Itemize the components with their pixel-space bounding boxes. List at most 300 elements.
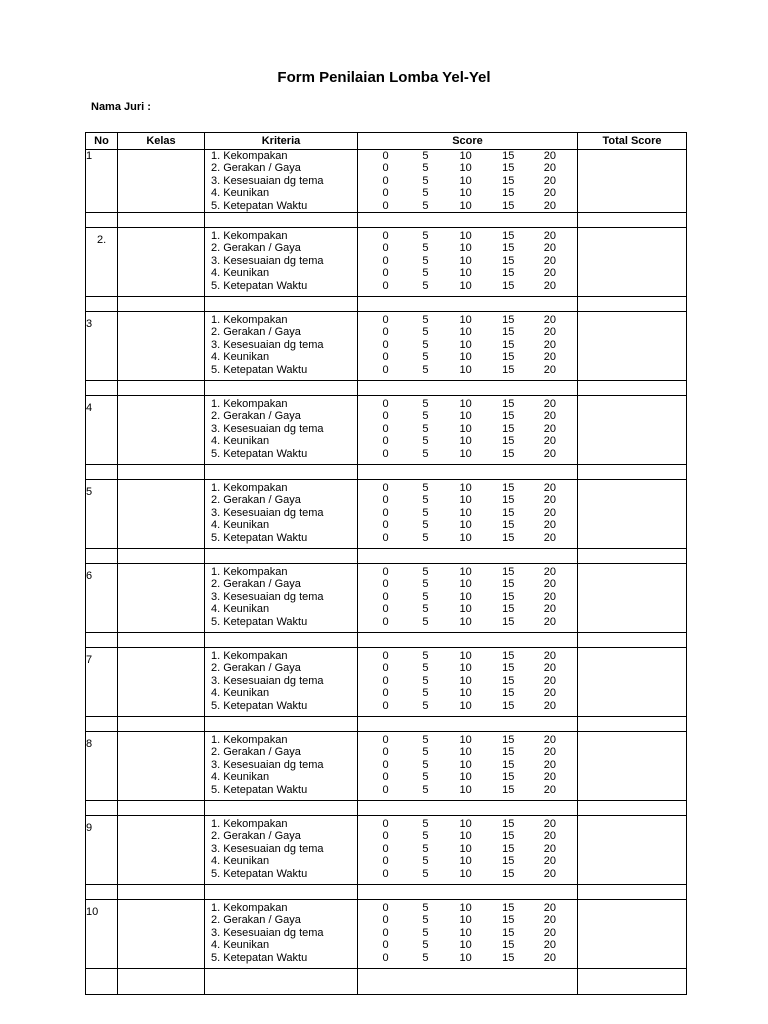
score-option[interactable]: 20	[543, 199, 556, 212]
score-option[interactable]: 15	[502, 199, 515, 212]
table-body	[86, 150, 687, 995]
score-option[interactable]: 10	[459, 926, 472, 939]
score-option[interactable]: 20	[543, 758, 556, 771]
spacer-cell	[578, 717, 687, 732]
score-option[interactable]: 10	[459, 279, 472, 292]
score-option[interactable]: 0	[382, 855, 389, 868]
score-option[interactable]: 20	[543, 242, 556, 255]
total-score-cell[interactable]	[578, 228, 687, 297]
score-option[interactable]: 10	[459, 758, 472, 771]
score-option[interactable]: 10	[459, 914, 472, 927]
score-option[interactable]: 5	[422, 867, 429, 880]
kelas-cell[interactable]	[118, 480, 205, 549]
score-option[interactable]: 0	[382, 531, 389, 544]
score-option[interactable]: 15	[502, 482, 515, 494]
total-score-cell[interactable]	[578, 564, 687, 633]
score-option[interactable]: 15	[502, 818, 515, 830]
score-option[interactable]: 10	[459, 662, 472, 675]
score-option[interactable]: 5	[422, 818, 429, 830]
score-option[interactable]: 15	[502, 746, 515, 759]
score-option[interactable]: 0	[382, 842, 389, 855]
score-option[interactable]: 0	[382, 351, 389, 364]
score-option[interactable]: 0	[382, 187, 389, 200]
score-options	[358, 200, 577, 212]
team-number: 1	[86, 150, 118, 213]
score-options	[358, 902, 577, 914]
score-option[interactable]: 5	[422, 603, 429, 616]
score-option[interactable]: 10	[459, 422, 472, 435]
score-option[interactable]: 20	[543, 494, 556, 507]
score-option[interactable]: 20	[543, 902, 556, 914]
score-option[interactable]: 15	[502, 242, 515, 255]
score-option[interactable]: 5	[422, 699, 429, 712]
score-option[interactable]: 15	[502, 435, 515, 448]
score-option[interactable]: 15	[502, 687, 515, 700]
score-option[interactable]: 5	[422, 674, 429, 687]
score-option[interactable]: 5	[422, 855, 429, 868]
score-option[interactable]: 0	[382, 435, 389, 448]
score-option[interactable]: 15	[502, 150, 515, 162]
score-option[interactable]: 5	[422, 351, 429, 364]
score-option[interactable]: 10	[459, 162, 472, 175]
score-option[interactable]: 20	[543, 855, 556, 868]
score-option[interactable]: 0	[382, 422, 389, 435]
score-option[interactable]: 20	[543, 783, 556, 796]
score-option[interactable]: 15	[502, 830, 515, 843]
score-option[interactable]: 0	[382, 242, 389, 255]
score-option[interactable]: 20	[543, 482, 556, 494]
score-option[interactable]: 20	[543, 267, 556, 280]
score-option[interactable]: 5	[422, 187, 429, 200]
score-option[interactable]: 15	[502, 254, 515, 267]
score-option[interactable]: 5	[422, 422, 429, 435]
score-option[interactable]: 20	[543, 615, 556, 628]
score-option[interactable]: 20	[543, 662, 556, 675]
score-option[interactable]: 0	[382, 818, 389, 830]
score-option[interactable]: 10	[459, 338, 472, 351]
score-option[interactable]: 20	[543, 699, 556, 712]
score-option[interactable]: 10	[459, 187, 472, 200]
score-option[interactable]: 10	[459, 615, 472, 628]
score-option[interactable]: 10	[459, 687, 472, 700]
score-option[interactable]: 15	[502, 338, 515, 351]
spacer-cell	[86, 549, 118, 564]
criteria-cell	[205, 816, 358, 885]
score-option[interactable]: 5	[422, 902, 429, 914]
score-option[interactable]: 0	[382, 734, 389, 746]
score-option[interactable]: 0	[382, 447, 389, 460]
score-option[interactable]: 20	[543, 734, 556, 746]
score-cell	[358, 312, 578, 381]
kelas-cell[interactable]	[118, 312, 205, 381]
score-option[interactable]: 20	[543, 951, 556, 964]
score-option[interactable]: 5	[422, 506, 429, 519]
score-option[interactable]: 5	[422, 314, 429, 326]
score-option[interactable]: 10	[459, 398, 472, 410]
score-option[interactable]: 0	[382, 902, 389, 914]
score-option[interactable]: 10	[459, 771, 472, 784]
score-options	[358, 435, 577, 447]
score-option[interactable]: 5	[422, 662, 429, 675]
total-score-cell[interactable]	[578, 480, 687, 549]
score-option[interactable]: 15	[502, 267, 515, 280]
score-option[interactable]: 15	[502, 578, 515, 591]
score-option[interactable]: 10	[459, 482, 472, 494]
score-option[interactable]: 20	[543, 150, 556, 162]
score-option[interactable]: 5	[422, 410, 429, 423]
score-option[interactable]: 5	[422, 435, 429, 448]
score-option[interactable]: 15	[502, 187, 515, 200]
score-option[interactable]: 15	[502, 531, 515, 544]
score-option[interactable]: 10	[459, 867, 472, 880]
criteria-item: 3. Kesesuaian dg tema	[211, 674, 324, 687]
score-option[interactable]: 15	[502, 410, 515, 423]
score-option[interactable]: 0	[382, 162, 389, 175]
score-option[interactable]: 20	[543, 519, 556, 532]
score-option[interactable]: 10	[459, 951, 472, 964]
score-option[interactable]: 0	[382, 783, 389, 796]
header-no: No	[86, 133, 118, 150]
score-option[interactable]: 10	[459, 199, 472, 212]
score-option[interactable]: 0	[382, 746, 389, 759]
kelas-cell[interactable]	[118, 396, 205, 465]
score-option[interactable]: 5	[422, 519, 429, 532]
score-option[interactable]: 15	[502, 566, 515, 578]
spacer-cell	[86, 297, 118, 312]
score-option[interactable]: 10	[459, 566, 472, 578]
spacer-cell	[205, 465, 358, 480]
score-option[interactable]: 15	[502, 758, 515, 771]
score-option[interactable]: 15	[502, 867, 515, 880]
score-option[interactable]: 5	[422, 650, 429, 662]
score-option[interactable]: 15	[502, 615, 515, 628]
score-option[interactable]: 10	[459, 494, 472, 507]
kelas-cell[interactable]	[118, 732, 205, 801]
score-option[interactable]: 0	[382, 939, 389, 952]
score-option[interactable]: 0	[382, 674, 389, 687]
score-option[interactable]: 5	[422, 578, 429, 591]
score-option[interactable]: 20	[543, 867, 556, 880]
score-option[interactable]: 5	[422, 926, 429, 939]
score-option[interactable]: 5	[422, 734, 429, 746]
score-option[interactable]: 5	[422, 830, 429, 843]
score-option[interactable]: 10	[459, 818, 472, 830]
kelas-cell[interactable]	[118, 816, 205, 885]
score-option[interactable]: 10	[459, 410, 472, 423]
spacer-row	[86, 297, 687, 312]
score-option[interactable]: 10	[459, 326, 472, 339]
score-option[interactable]: 5	[422, 338, 429, 351]
score-option[interactable]: 0	[382, 650, 389, 662]
score-option[interactable]: 5	[422, 615, 429, 628]
score-option[interactable]: 10	[459, 830, 472, 843]
score-option[interactable]: 0	[382, 267, 389, 280]
score-option[interactable]: 0	[382, 926, 389, 939]
score-option[interactable]: 10	[459, 363, 472, 376]
score-option[interactable]: 15	[502, 447, 515, 460]
score-option[interactable]: 10	[459, 842, 472, 855]
score-option[interactable]: 5	[422, 162, 429, 175]
kelas-cell[interactable]	[118, 648, 205, 717]
score-option[interactable]: 0	[382, 951, 389, 964]
score-option[interactable]: 15	[502, 519, 515, 532]
score-option[interactable]: 0	[382, 830, 389, 843]
score-option[interactable]: 5	[422, 531, 429, 544]
score-option[interactable]: 10	[459, 351, 472, 364]
score-option[interactable]: 10	[459, 506, 472, 519]
score-option[interactable]: 20	[543, 230, 556, 242]
score-option[interactable]: 15	[502, 314, 515, 326]
score-option[interactable]: 5	[422, 199, 429, 212]
score-option[interactable]: 15	[502, 699, 515, 712]
score-option[interactable]: 10	[459, 531, 472, 544]
score-option[interactable]: 10	[459, 674, 472, 687]
score-option[interactable]: 5	[422, 398, 429, 410]
score-option[interactable]: 15	[502, 951, 515, 964]
total-score-cell[interactable]	[578, 396, 687, 465]
score-option[interactable]: 15	[502, 914, 515, 927]
score-option[interactable]: 5	[422, 758, 429, 771]
score-option[interactable]: 10	[459, 699, 472, 712]
score-options	[358, 830, 577, 842]
score-option[interactable]: 20	[543, 398, 556, 410]
spacer-cell	[358, 969, 578, 995]
spacer-cell	[118, 969, 205, 995]
score-option[interactable]: 20	[543, 254, 556, 267]
score-option[interactable]: 20	[543, 926, 556, 939]
score-option[interactable]: 10	[459, 783, 472, 796]
score-option[interactable]: 10	[459, 519, 472, 532]
score-option[interactable]: 5	[422, 363, 429, 376]
score-option[interactable]: 10	[459, 902, 472, 914]
score-option[interactable]: 20	[543, 674, 556, 687]
score-option[interactable]: 5	[422, 447, 429, 460]
score-option[interactable]: 10	[459, 734, 472, 746]
score-option[interactable]: 10	[459, 578, 472, 591]
score-option[interactable]: 15	[502, 351, 515, 364]
score-option[interactable]: 5	[422, 230, 429, 242]
score-option[interactable]: 5	[422, 242, 429, 255]
score-option[interactable]: 10	[459, 254, 472, 267]
score-option[interactable]: 10	[459, 150, 472, 162]
score-option[interactable]: 5	[422, 783, 429, 796]
spacer-cell	[578, 381, 687, 396]
team-row	[86, 150, 687, 213]
score-option[interactable]: 0	[382, 199, 389, 212]
score-option[interactable]: 10	[459, 746, 472, 759]
total-score-cell[interactable]	[578, 150, 687, 213]
score-option[interactable]: 20	[543, 279, 556, 292]
score-option[interactable]: 5	[422, 914, 429, 927]
score-option[interactable]: 5	[422, 267, 429, 280]
score-option[interactable]: 10	[459, 447, 472, 460]
score-option[interactable]: 0	[382, 398, 389, 410]
score-option[interactable]: 20	[543, 578, 556, 591]
score-option[interactable]: 20	[543, 174, 556, 187]
score-option[interactable]: 15	[502, 926, 515, 939]
score-option[interactable]: 20	[543, 447, 556, 460]
criteria-cell	[205, 900, 358, 969]
score-option[interactable]: 0	[382, 494, 389, 507]
score-option[interactable]: 0	[382, 150, 389, 162]
score-options	[358, 939, 577, 951]
score-option[interactable]: 15	[502, 506, 515, 519]
score-option[interactable]: 0	[382, 363, 389, 376]
score-option[interactable]: 0	[382, 771, 389, 784]
score-option[interactable]: 15	[502, 398, 515, 410]
score-option[interactable]: 0	[382, 758, 389, 771]
score-option[interactable]: 5	[422, 326, 429, 339]
score-option[interactable]: 15	[502, 363, 515, 376]
score-option[interactable]: 20	[543, 818, 556, 830]
score-option[interactable]: 20	[543, 603, 556, 616]
score-option[interactable]: 5	[422, 279, 429, 292]
score-option[interactable]: 0	[382, 687, 389, 700]
score-option[interactable]: 5	[422, 687, 429, 700]
kelas-cell[interactable]	[118, 228, 205, 297]
score-option[interactable]: 15	[502, 771, 515, 784]
score-option[interactable]: 5	[422, 746, 429, 759]
score-option[interactable]: 15	[502, 422, 515, 435]
score-options	[358, 230, 577, 242]
score-option[interactable]: 10	[459, 590, 472, 603]
score-option[interactable]: 20	[543, 435, 556, 448]
total-score-cell[interactable]	[578, 732, 687, 801]
score-option[interactable]: 5	[422, 254, 429, 267]
score-option[interactable]: 0	[382, 326, 389, 339]
score-option[interactable]: 0	[382, 867, 389, 880]
score-option[interactable]: 0	[382, 410, 389, 423]
total-score-cell[interactable]	[578, 816, 687, 885]
score-option[interactable]: 15	[502, 674, 515, 687]
score-option[interactable]: 20	[543, 363, 556, 376]
score-option[interactable]: 20	[543, 650, 556, 662]
score-option[interactable]: 0	[382, 615, 389, 628]
score-option[interactable]: 20	[543, 410, 556, 423]
score-option[interactable]: 10	[459, 650, 472, 662]
score-option[interactable]: 10	[459, 242, 472, 255]
score-option[interactable]: 20	[543, 326, 556, 339]
score-option[interactable]: 15	[502, 326, 515, 339]
score-option[interactable]: 20	[543, 939, 556, 952]
score-option[interactable]: 0	[382, 519, 389, 532]
score-option[interactable]: 5	[422, 771, 429, 784]
score-option[interactable]: 20	[543, 422, 556, 435]
score-option[interactable]: 15	[502, 842, 515, 855]
score-option[interactable]: 5	[422, 951, 429, 964]
score-option[interactable]: 10	[459, 267, 472, 280]
score-option[interactable]: 0	[382, 566, 389, 578]
score-option[interactable]: 15	[502, 939, 515, 952]
score-option[interactable]: 20	[543, 162, 556, 175]
score-option[interactable]: 10	[459, 603, 472, 616]
score-option[interactable]: 20	[543, 351, 556, 364]
score-option[interactable]: 15	[502, 855, 515, 868]
score-option[interactable]: 20	[543, 531, 556, 544]
score-option[interactable]: 15	[502, 230, 515, 242]
score-option[interactable]: 15	[502, 590, 515, 603]
kelas-cell[interactable]	[118, 900, 205, 969]
spacer-cell	[118, 465, 205, 480]
score-option[interactable]: 5	[422, 174, 429, 187]
score-option[interactable]: 15	[502, 662, 515, 675]
score-option[interactable]: 5	[422, 842, 429, 855]
score-option[interactable]: 5	[422, 150, 429, 162]
score-option[interactable]: 15	[502, 650, 515, 662]
score-option[interactable]: 15	[502, 603, 515, 616]
score-option[interactable]: 15	[502, 783, 515, 796]
score-option[interactable]: 0	[382, 174, 389, 187]
score-option[interactable]: 10	[459, 939, 472, 952]
spacer-cell	[118, 297, 205, 312]
score-option[interactable]: 10	[459, 435, 472, 448]
score-option[interactable]: 0	[382, 578, 389, 591]
total-score-cell[interactable]	[578, 648, 687, 717]
score-option[interactable]: 20	[543, 187, 556, 200]
score-option[interactable]: 0	[382, 338, 389, 351]
score-option[interactable]: 0	[382, 699, 389, 712]
total-score-cell[interactable]	[578, 312, 687, 381]
score-option[interactable]: 5	[422, 939, 429, 952]
score-option[interactable]: 10	[459, 174, 472, 187]
criteria-item: 4. Keunikan	[211, 687, 270, 700]
score-option[interactable]: 20	[543, 687, 556, 700]
score-option[interactable]: 15	[502, 494, 515, 507]
score-option[interactable]: 10	[459, 230, 472, 242]
score-option[interactable]: 0	[382, 506, 389, 519]
score-option[interactable]: 0	[382, 590, 389, 603]
score-option[interactable]: 5	[422, 590, 429, 603]
spacer-cell	[118, 717, 205, 732]
score-option[interactable]: 0	[382, 279, 389, 292]
score-option[interactable]: 20	[543, 842, 556, 855]
score-option[interactable]: 15	[502, 162, 515, 175]
kelas-cell[interactable]	[118, 150, 205, 213]
score-option[interactable]: 20	[543, 314, 556, 326]
header-kriteria: Kriteria	[205, 133, 358, 150]
score-option[interactable]: 20	[543, 746, 556, 759]
score-option[interactable]: 20	[543, 506, 556, 519]
kelas-cell[interactable]	[118, 564, 205, 633]
score-option[interactable]: 20	[543, 771, 556, 784]
team-row	[86, 900, 687, 969]
score-option[interactable]: 20	[543, 566, 556, 578]
total-score-cell[interactable]	[578, 900, 687, 969]
score-option[interactable]: 15	[502, 279, 515, 292]
score-option[interactable]: 10	[459, 855, 472, 868]
score-option[interactable]: 10	[459, 314, 472, 326]
score-option[interactable]: 0	[382, 603, 389, 616]
score-option[interactable]: 20	[543, 338, 556, 351]
score-option[interactable]: 0	[382, 314, 389, 326]
score-option[interactable]: 20	[543, 830, 556, 843]
score-option[interactable]: 0	[382, 914, 389, 927]
score-options	[358, 532, 577, 544]
score-option[interactable]: 0	[382, 254, 389, 267]
score-option[interactable]: 0	[382, 230, 389, 242]
score-option[interactable]: 5	[422, 566, 429, 578]
score-option[interactable]: 15	[502, 174, 515, 187]
score-option[interactable]: 5	[422, 482, 429, 494]
score-option[interactable]: 20	[543, 914, 556, 927]
score-option[interactable]: 5	[422, 494, 429, 507]
score-option[interactable]: 20	[543, 590, 556, 603]
score-option[interactable]: 15	[502, 734, 515, 746]
score-option[interactable]: 0	[382, 482, 389, 494]
score-option[interactable]: 0	[382, 662, 389, 675]
score-option[interactable]: 15	[502, 902, 515, 914]
spacer-cell	[118, 381, 205, 396]
